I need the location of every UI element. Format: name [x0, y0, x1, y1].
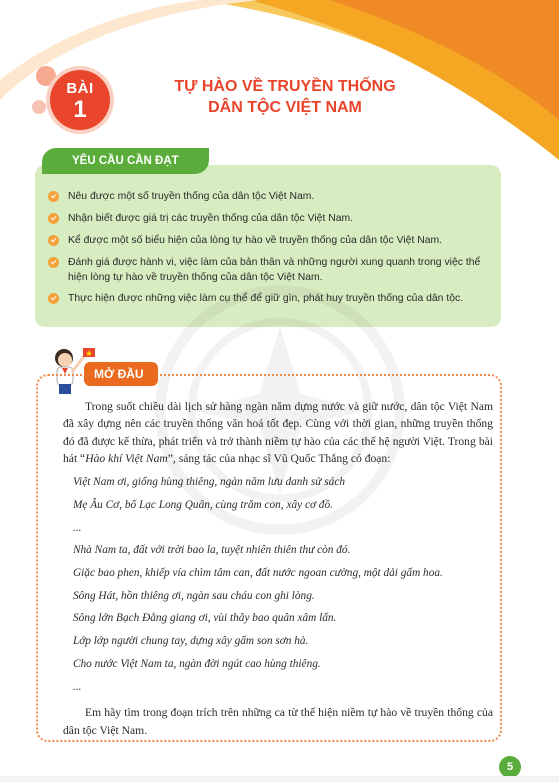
opening-question: Em hãy tìm trong đoạn trích trên những ca từ thể hiện niềm tự hào về truyền thống của dân tộc Việt Nam.: [63, 706, 493, 737]
badge-word: BÀI: [66, 80, 94, 97]
lyric-line: ...: [73, 521, 82, 534]
lyric-line: Nhà Nam ta, đất với trời bao la, tuyệt nhiên thiên thư còn đó.: [73, 544, 351, 557]
opening-content: [63, 398, 493, 739]
lesson-title: [150, 76, 420, 118]
lesson-title-line1: TỰ HÀO VỀ TRUYỀN THỐNG: [174, 78, 396, 95]
lyric-line: Giặc bao phen, khiếp vía chìm tâm can, đất nước ngoan cường, một dải gấm hoa.: [73, 567, 443, 579]
requirement-item: Nêu được một số truyền thống của dân tộc Việt Nam.: [48, 189, 493, 204]
check-icon: [48, 213, 59, 224]
lyric-line: Lớp lớp người chung tay, dựng xây gấm son sơn hà.: [73, 635, 309, 648]
requirement-item: Nhận biết được giá trị các truyền thống của dân tộc Việt Nam.: [48, 211, 493, 226]
badge-number: 1: [73, 96, 87, 123]
requirement-item: Thực hiện được những việc làm cụ thể để giữ gìn, phát huy truyền thống của dân tộc.: [48, 291, 493, 306]
footer-strip: [0, 776, 559, 782]
badge-decor-dot: [32, 100, 46, 114]
check-icon: [48, 191, 59, 202]
requirements-heading: YÊU CẦU CẦN ĐẠT: [42, 148, 209, 174]
lesson-title-line2: DÂN TỘC VIỆT NAM: [208, 99, 362, 116]
lyric-line: ...: [73, 680, 82, 693]
lyric-line: Sông Hát, hồn thiêng ơi, ngàn sau cháu con ghi lòng.: [73, 589, 315, 602]
requirement-item: Kể được một số biểu hiện của lòng tự hào về truyền thống của dân tộc Việt Nam.: [48, 233, 493, 248]
lyric-line: Việt Nam ơi, giống hùng thiêng, ngàn năm lưu danh sử sách: [73, 476, 345, 489]
lesson-badge: [30, 60, 108, 138]
page-number: 5: [499, 756, 521, 778]
check-icon: [48, 293, 59, 304]
requirement-item: Đánh giá được hành vi, việc làm của bản thân và những người xung quanh trong việc thể hiện lòng tự hào về truyền thống của dân tộc Việt Nam.: [48, 255, 493, 285]
lyric-line: Mẹ Âu Cơ, bố Lạc Long Quân, cùng trăm con, xây cơ đồ.: [73, 498, 333, 511]
lyric-line: Cho nước Việt Nam ta, ngàn đời ngút cao hùng thiêng.: [73, 657, 321, 670]
check-icon: [48, 257, 59, 268]
opening-intro: Trong suốt chiều dài lịch sử hàng ngàn năm dựng nước và giữ nước, dân tộc Việt Nam đã xây dựng nên các truyền thống văn hoá tốt đẹp. Cùng với thời gian, những truyền thống đó đã được kế thừa, phát triển và trở thành niềm tự hào của các thế hệ người Việt. Trong bài hát “Hào khí Việt Nam”, sáng tác của nhạc sĩ Vũ Quốc Thắng có đoạn:: [63, 400, 493, 465]
opening-heading: MỞ ĐẦU: [84, 362, 158, 386]
song-title: Hào khí Việt Nam: [85, 451, 168, 465]
lyric-line: Sông lớn Bạch Đằng giang ơi, vùi thây bao quân xâm lấn.: [73, 612, 337, 625]
check-icon: [48, 235, 59, 246]
song-lyrics: [73, 471, 493, 698]
